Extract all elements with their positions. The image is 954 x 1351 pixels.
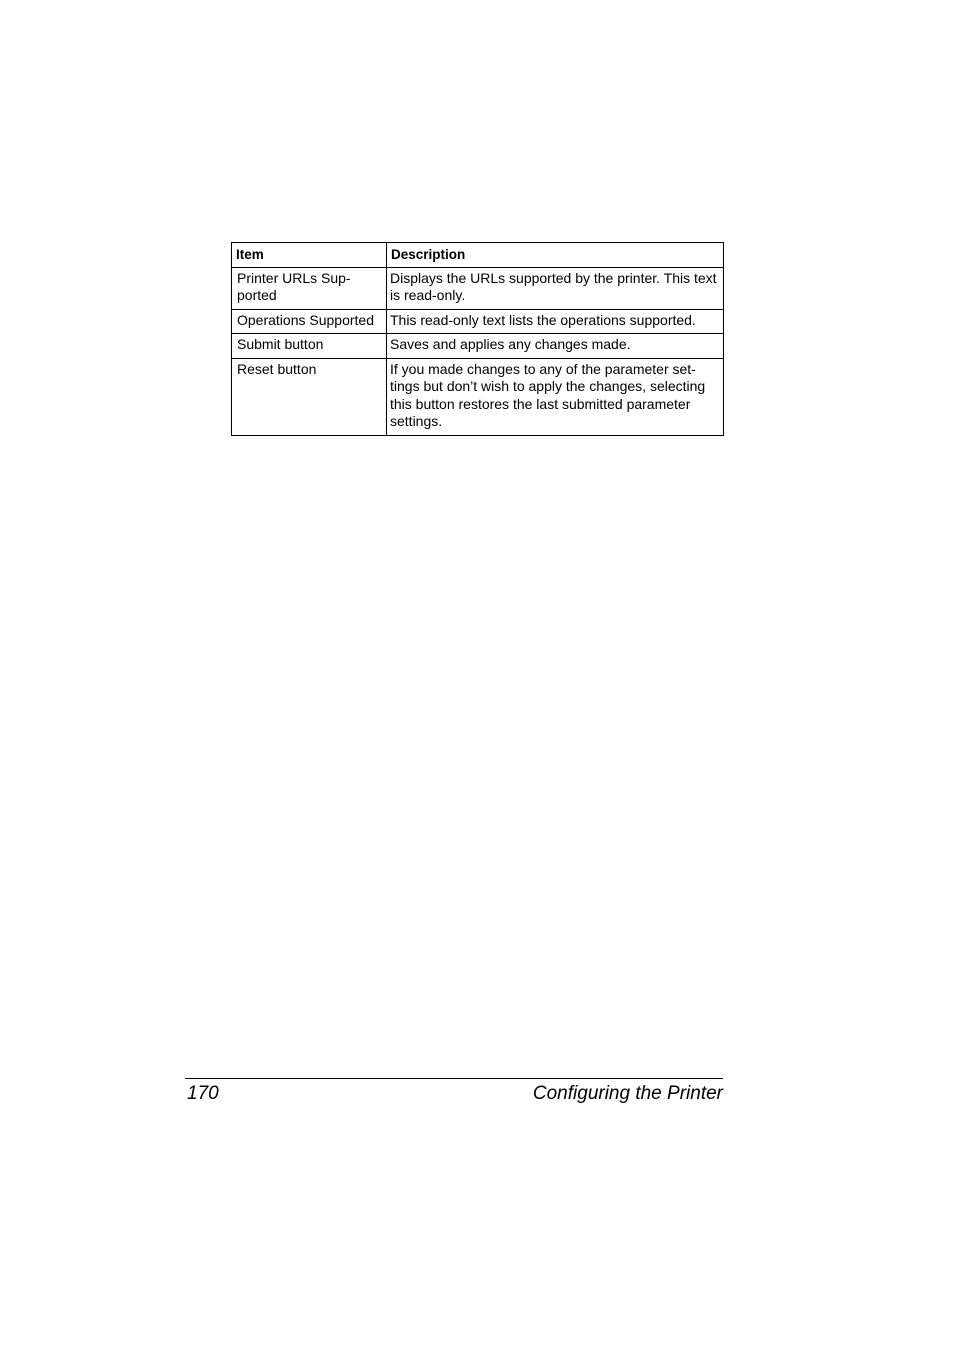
description-cell: Saves and applies any changes made. [387, 334, 724, 359]
description-cell: If you made changes to any of the parameter set- tings but don’t wish to apply the changes, selecting this button restores the last submitted parameter settings. [387, 358, 724, 435]
column-header-item: Item [232, 243, 387, 268]
table-row [232, 309, 724, 334]
parameter-table [231, 242, 724, 436]
table-header-row [232, 243, 724, 268]
item-cell: Reset button [232, 358, 387, 435]
item-cell: Submit button [232, 334, 387, 359]
item-cell: Operations Supported [232, 309, 387, 334]
footer-divider [185, 1078, 723, 1079]
column-header-description: Description [387, 243, 724, 268]
description-cell: Displays the URLs supported by the printer. This text is read-only. [387, 267, 724, 309]
table-row [232, 267, 724, 309]
item-cell: Printer URLs Sup- ported [232, 267, 387, 309]
table-row [232, 358, 724, 435]
description-cell: This read-only text lists the operations supported. [387, 309, 724, 334]
chapter-title: Configuring the Printer [532, 1083, 723, 1104]
page-number: 170 [187, 1083, 219, 1104]
table-row [232, 334, 724, 359]
